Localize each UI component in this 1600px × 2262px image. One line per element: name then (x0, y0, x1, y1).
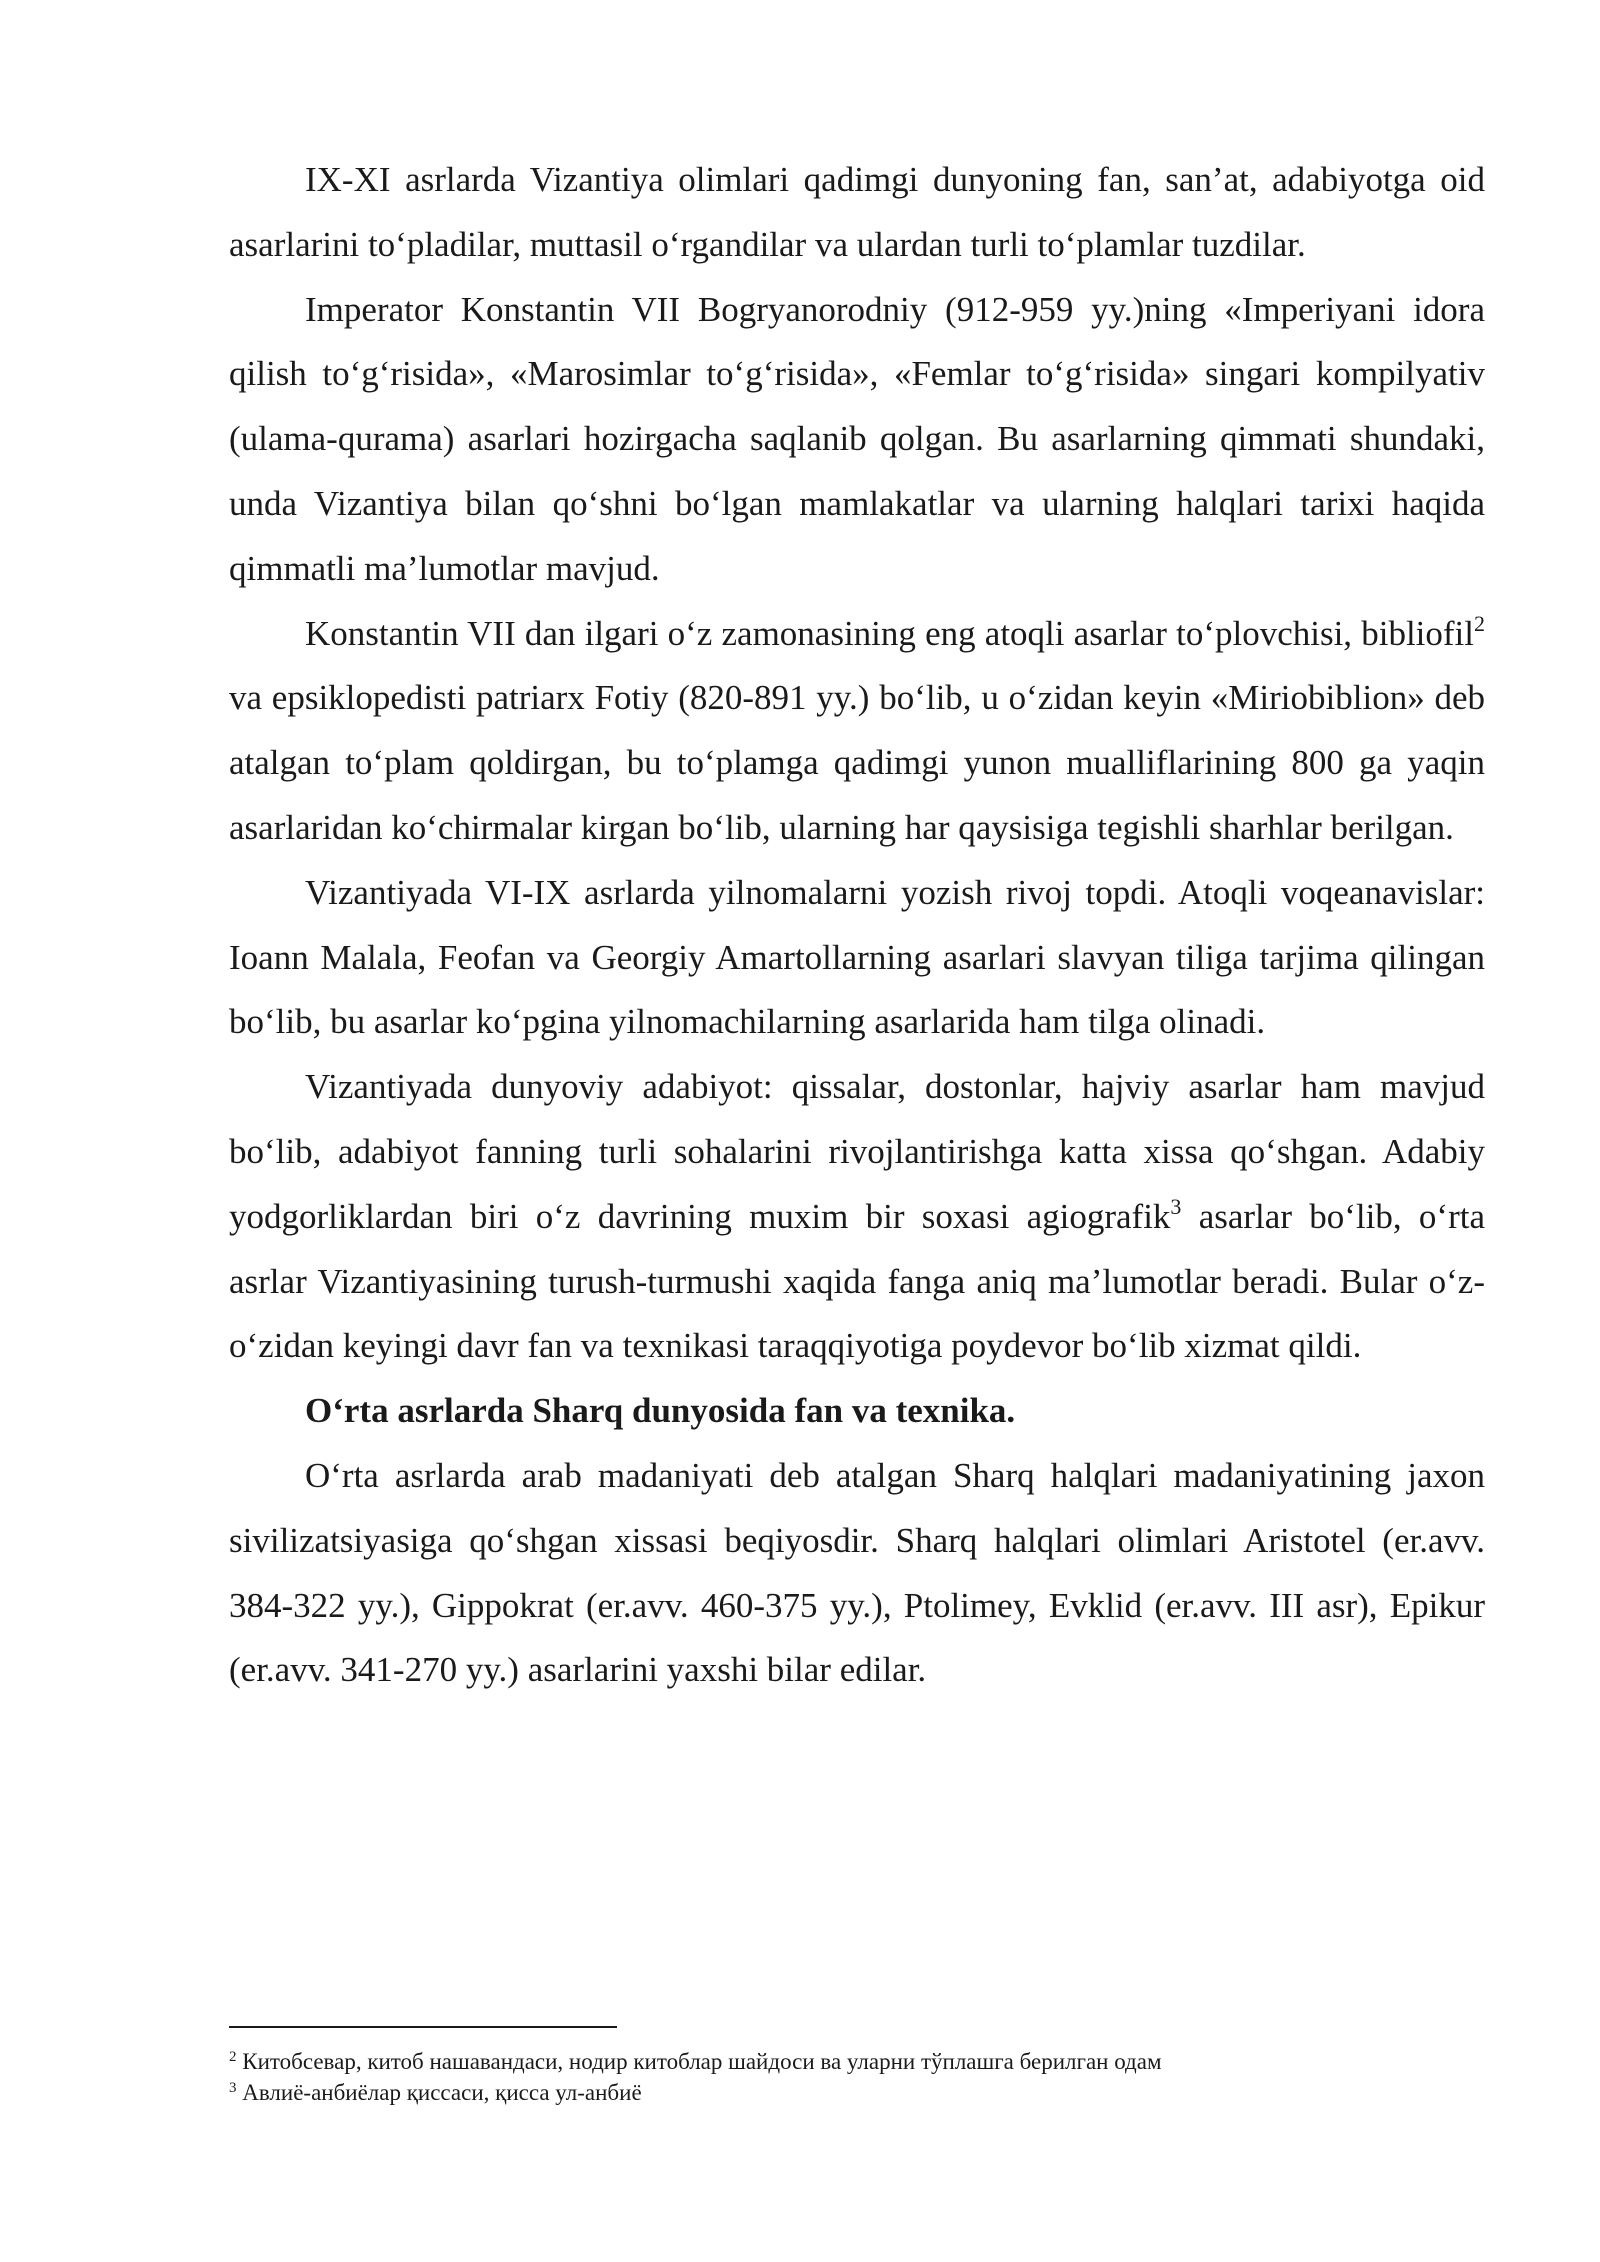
footnote-2 (229, 2046, 1485, 2077)
footnote-separator (229, 2026, 617, 2028)
paragraph-5-text-a: Vizantiyada dunyoviy adabiyot: qissalar, dostonlar, hajviy asarlar ham mavjud bo‘lib, adabiyot fanning turli sohalarini rivojlantirishga katta xissa qo‘shgan. Adabiy yodgorliklardan biri o‘z davrining muxim bir soxasi agiografik (229, 1067, 1485, 1236)
document-body (229, 148, 1485, 1703)
footnote-text: Китобсевар, китоб нашавандаси, нодир китоблар шайдоси ва уларни тўплашга берилган одам (242, 2049, 1162, 2074)
footnote-ref-2[interactable]: 2 (1474, 610, 1485, 636)
footnote-text: Авлиё-анбиёлар қиссаси, қисса ул-анбиё (242, 2080, 642, 2105)
paragraph-6: O‘rta asrlarda arab madaniyati deb atalgan Sharq halqlari madaniyatining jaxon sivilizatsiyasiga qo‘shgan xissasi beqiyosdir. Sharq halqlari olimlari Aristotel (er.avv. 384-322 yy.), Gippokrat (er.avv. 460-375 yy.), Ptolimey, Evklid (er.avv. III asr), Epikur (er.avv. 341-270 yy.) asarlarini yaxshi bilar edilar. (229, 1455, 1485, 1690)
footnote-number: 3 (229, 2080, 237, 2096)
paragraph-3-text-b: va epsiklopedisti patriarx Fotiy (820-891 yy.) bo‘lib, u o‘zidan keyin «Miriobiblion» deb atalgan to‘plam qoldirgan, bu to‘plamga qadimgi yunon mualliflarining 800 ga yaqin asarlaridan ko‘chirmalar kirgan bo‘lib, ularning har qaysisiga tegishli sharhlar berilgan. (229, 678, 1485, 847)
paragraph-3-text-a: Konstantin VII dan ilgari o‘z zamonasining eng atoqli asarlar to‘plovchisi, bibliofil (305, 613, 1474, 653)
paragraph-2: Imperator Konstantin VII Bogryanorodniy (912-959 yy.)ning «Imperiyani idora qilish to‘g‘risida», «Marosimlar to‘g‘risida», «Femlar to‘g‘risida» singari kompilyativ (ulama-qurama) asarlari hozirgacha saqlanib qolgan. Bu asarlarning qimmati shundaki, unda Vizantiya bilan qo‘shni bo‘lgan mamlakatlar va ularning halqlari tarixi haqida qimmatli ma’lumotlar mavjud. (229, 289, 1485, 588)
paragraph-3 (229, 602, 1485, 861)
footnote-ref-3[interactable]: 3 (1170, 1193, 1182, 1219)
paragraph-5-text-b: asarlar bo‘lib, o‘rta asrlar Vizantiyasining turush-turmushi xaqida fanga aniq ma’lumotlar beradi. Bular o‘z-o‘zidan keyingi davr fan va texnikasi taraqqiyotiga poydevor bo‘lib xizmat qildi. (229, 1196, 1485, 1366)
paragraph-1: IX-XI asrlarda Vizantiya olimlari qadimgi dunyoning fan, san’at, adabiyotga oid asarlarini to‘pladilar, muttasil o‘rgandilar va ulardan turli to‘plamlar tuzdilar. (229, 160, 1485, 264)
footnote-number: 2 (229, 2049, 237, 2065)
section-heading: O‘rta asrlarda Sharq dunyosida fan va texnika. (305, 1391, 1016, 1431)
footnote-3 (229, 2077, 1485, 2108)
paragraph-5 (229, 1055, 1485, 1379)
footnotes (229, 2026, 1485, 2108)
paragraph-4: Vizantiyada VI-IX asrlarda yilnomalarni yozish rivoj topdi. Atoqli voqeanavislar: Ioann Malala, Feofan va Georgiy Amartollarning asarlari slavyan tiliga tarjima qilingan bo‘lib, bu asarlar ko‘pgina yilnomachilarning asarlarida ham tilga olinadi. (229, 872, 1485, 1042)
